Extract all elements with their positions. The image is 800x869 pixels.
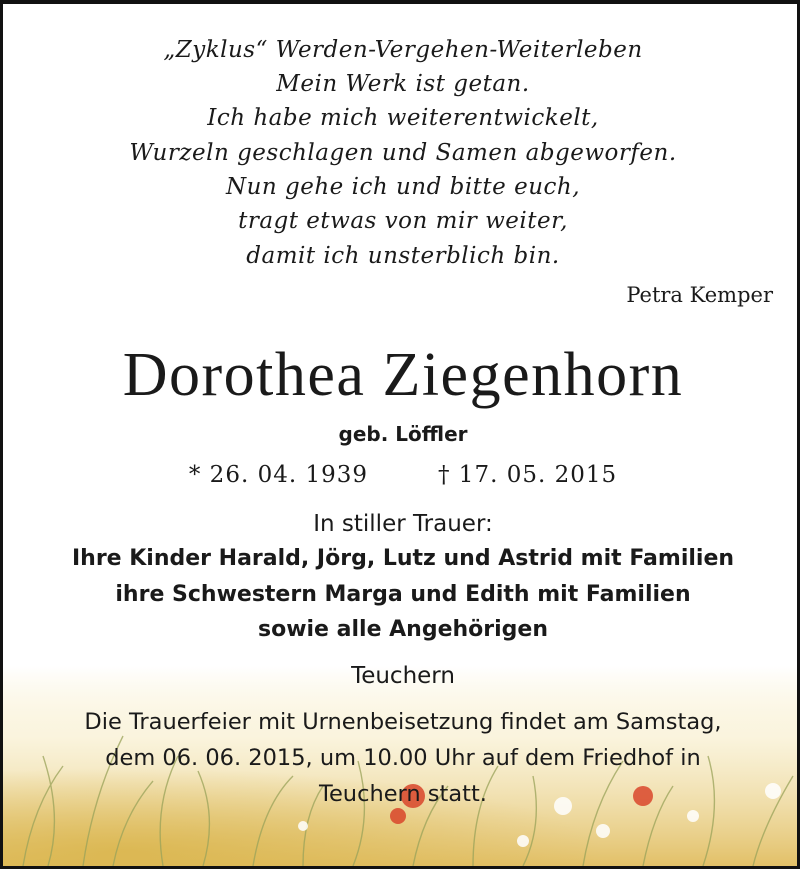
poem-line: Ich habe mich weiterentwickelt, <box>207 105 599 131</box>
poem-line: Wurzeln geschlagen und Samen abgeworfen. <box>129 140 677 166</box>
mourners-line: Ihre Kinder Harald, Jörg, Lutz und Astrid mit Familien <box>71 546 735 571</box>
funeral-notice-line: dem 06. 06. 2015, um 10.00 Uhr auf dem Friedhof in <box>105 745 701 771</box>
poem-line: Nun gehe ich und bitte euch, <box>225 174 581 200</box>
poem-line: Mein Werk ist getan. <box>276 71 530 97</box>
mourning-intro: In stiller Trauer: <box>313 511 493 537</box>
birth-date: * 26. 04. 1939 <box>188 462 368 488</box>
place-name: Teuchern <box>351 663 455 689</box>
poem-author: Petra Kemper <box>626 283 773 307</box>
funeral-notice-line: Die Trauerfeier mit Urnenbeisetzung findet am Samstag, <box>84 709 722 735</box>
life-dates <box>3 462 800 488</box>
poem-line: tragt etwas von mir weiter, <box>238 208 568 234</box>
maiden-name: geb. Löffler <box>338 422 468 446</box>
funeral-notice-line: Teuchern statt. <box>319 781 487 807</box>
deceased-name: Dorothea Ziegenhorn <box>122 341 684 409</box>
mourners-line: sowie alle Angehörigen <box>257 617 549 642</box>
poem-line: damit ich unsterblich bin. <box>246 243 560 269</box>
mourners-line: ihre Schwestern Marga und Edith mit Familien <box>115 582 691 607</box>
death-date: † 17. 05. 2015 <box>438 462 618 488</box>
obituary-text <box>3 4 800 869</box>
poem-line: „Zyklus“ Werden-Vergehen-Weiterleben <box>163 37 643 63</box>
